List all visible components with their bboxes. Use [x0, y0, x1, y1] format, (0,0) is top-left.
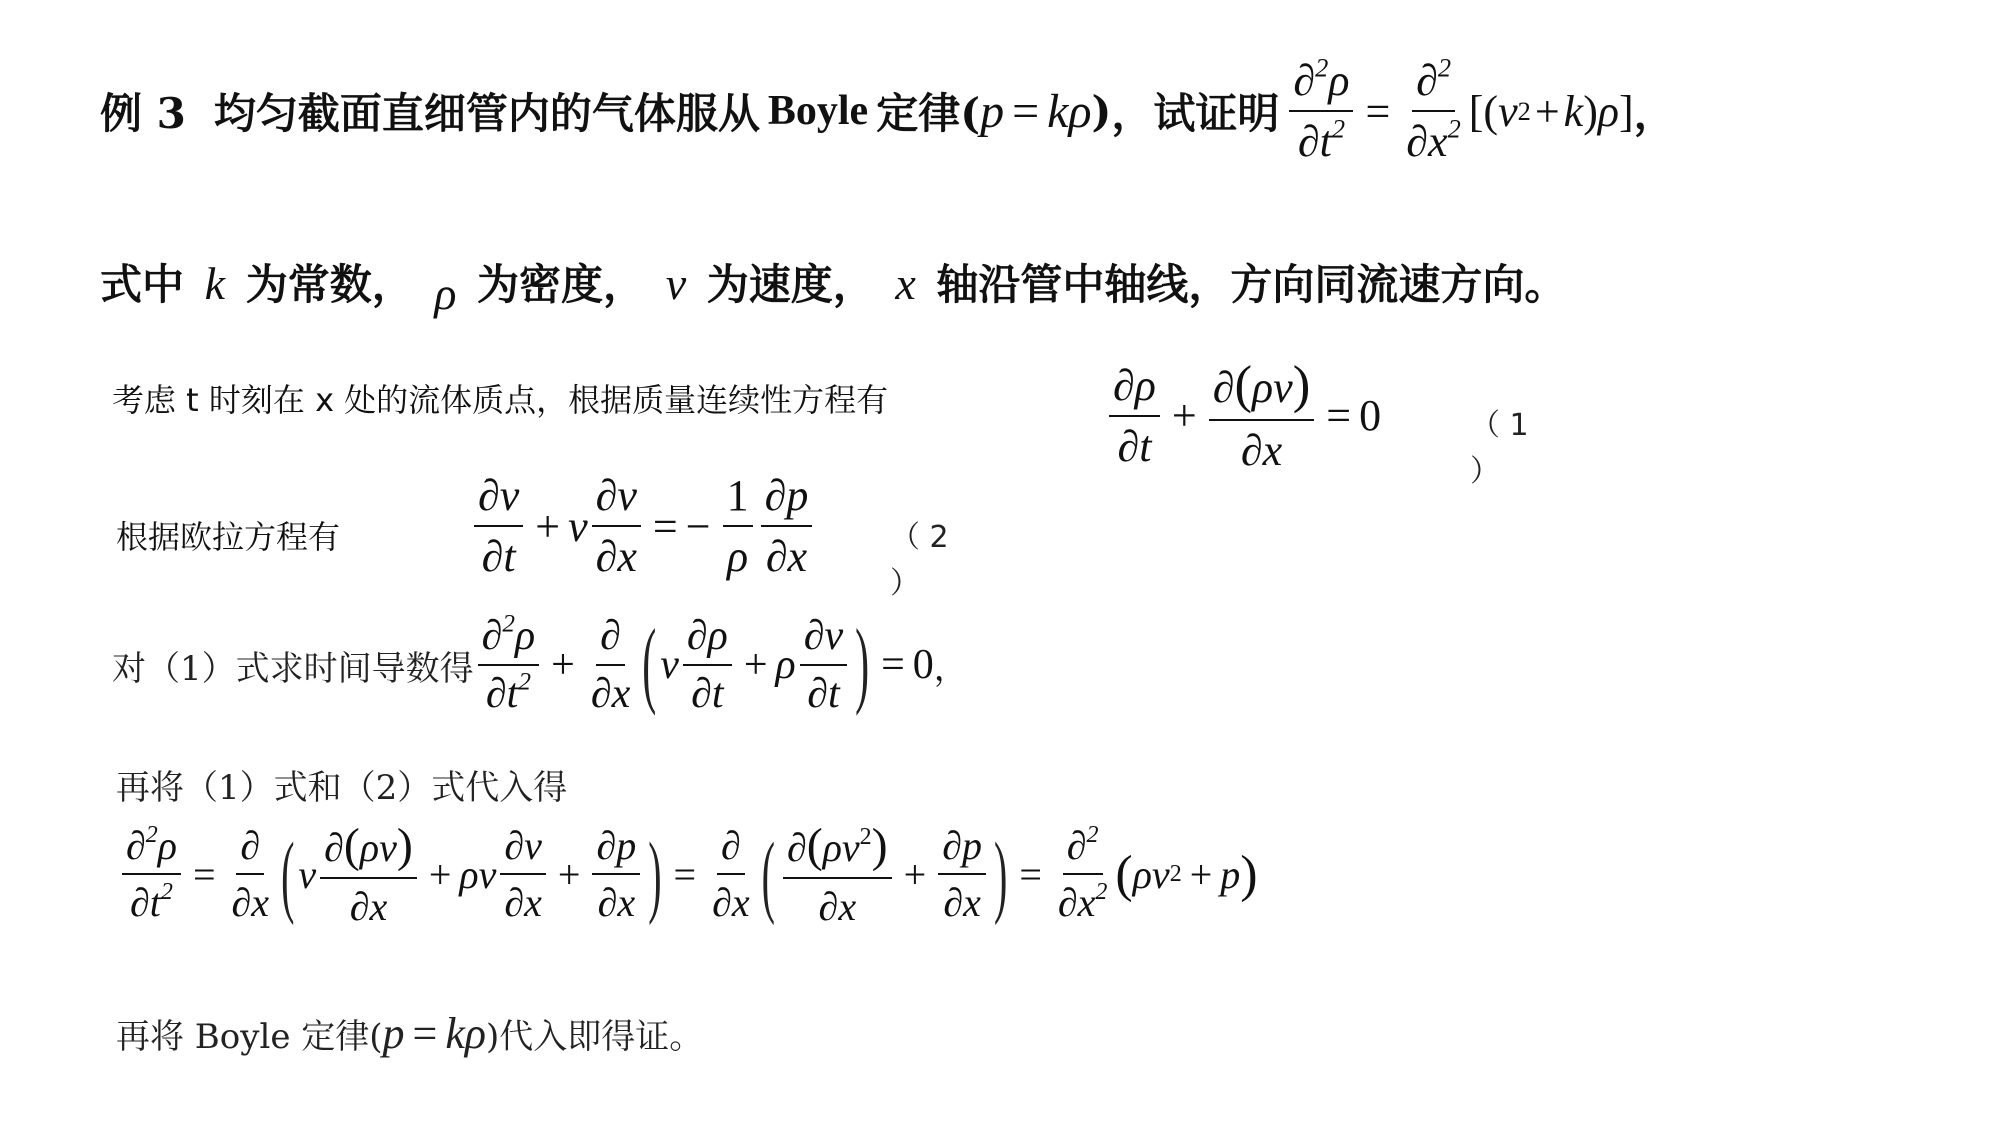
var-rho: ρ: [434, 268, 457, 319]
final-text-2: )代入即得证。: [486, 1017, 704, 1057]
var-v: v: [665, 258, 687, 309]
eq2-number-open: （ 2: [890, 520, 949, 555]
var-k: k: [204, 258, 226, 309]
final-line: [116, 1008, 703, 1059]
line2-text-1: 式中: [100, 260, 185, 309]
substitute-text: 再将（1）式和（2）式代入得: [116, 768, 568, 808]
line2-text-3: 为密度，: [477, 260, 646, 309]
derivative-end: ，: [933, 648, 968, 689]
target-equation: $\frac{\partial^2\rho}{\partial t^2}$ = $\frac{\partial^2}{\partial x^2}$ [( v 2 + k ) ρ ]: [1285, 55, 1633, 167]
eq1-number-close: ）: [1470, 454, 1500, 489]
eq1-number-open: （ 1: [1470, 408, 1529, 443]
line2-text-5: 轴沿管中轴线，方向同流速方向。: [936, 260, 1567, 309]
law-word: 定律(: [876, 89, 981, 138]
final-boyle-formula: p = kρ: [382, 1009, 487, 1058]
problem-text: 均匀截面直细管内的气体服从: [213, 89, 760, 138]
euler-text: 根据欧拉方程有: [116, 518, 341, 556]
derivative-text: 对（1）式求时间导数得: [112, 648, 474, 689]
euler-equation: $\frac{\partial v}{\partial t}$ + v $\frac{\partial v}{\partial x}$ = − $\frac{1}{\rho}$ $\frac{\partial p}{\partial x}$: [470, 470, 816, 582]
line2-text-2: 为常数，: [245, 260, 414, 309]
derivative-line: 对（1）式求时间导数得 $\frac{\partial^2\rho}{\partial t^2}$ + $\frac{\partial}{\partial x}$ ( v $\frac{\partial\rho}{\partial t}$ + ρ $\frac{\partial v}{\partial t}$ ) = 0 ，: [112, 610, 968, 718]
problem-statement-line-2: [100, 252, 1567, 319]
example-label: 例 3: [100, 89, 186, 138]
prove-text: ，试证明: [1111, 89, 1280, 138]
continuity-text: 考虑 t 时刻在 x 处的流体质点，根据质量连续性方程有: [112, 381, 889, 419]
continuity-equation: $\frac{\partial\rho}{\partial t}$ + $\frac{\partial(\rho v)}{\partial x}$ = 0: [1105, 355, 1381, 476]
boyle-word: Boyle: [767, 88, 869, 134]
boyle-law-formula: p = kρ: [980, 84, 1092, 138]
final-text-1: 再将 Boyle 定律(: [116, 1017, 383, 1057]
eq2-number-close: ）: [890, 566, 920, 601]
law-close: ): [1091, 86, 1112, 136]
line2-text-4: 为速度，: [706, 260, 875, 309]
problem-statement-line-1: [100, 52, 1676, 167]
var-x: x: [895, 258, 916, 309]
substituted-equation: $\frac{\partial^2\rho}{\partial t^2}$ = $\frac{\partial}{\partial x}$ ( v $\frac{\partial(\rho v)}{\partial x}$ + ρv $\frac{\partial v}{\partial x}$ + $\frac{\partial p}{\partial x}$ ) = $\frac{\partial}{\partial x}$ ( $\frac{\partial(\rho v^2)}{\partial x}$ + $\frac{\partial p}{\partial x}$ ) = $\frac{\partial^2}{\partial x^2}$ ( ρv 2 + p ): [118, 818, 1258, 930]
line1-end: ，: [1633, 89, 1676, 138]
